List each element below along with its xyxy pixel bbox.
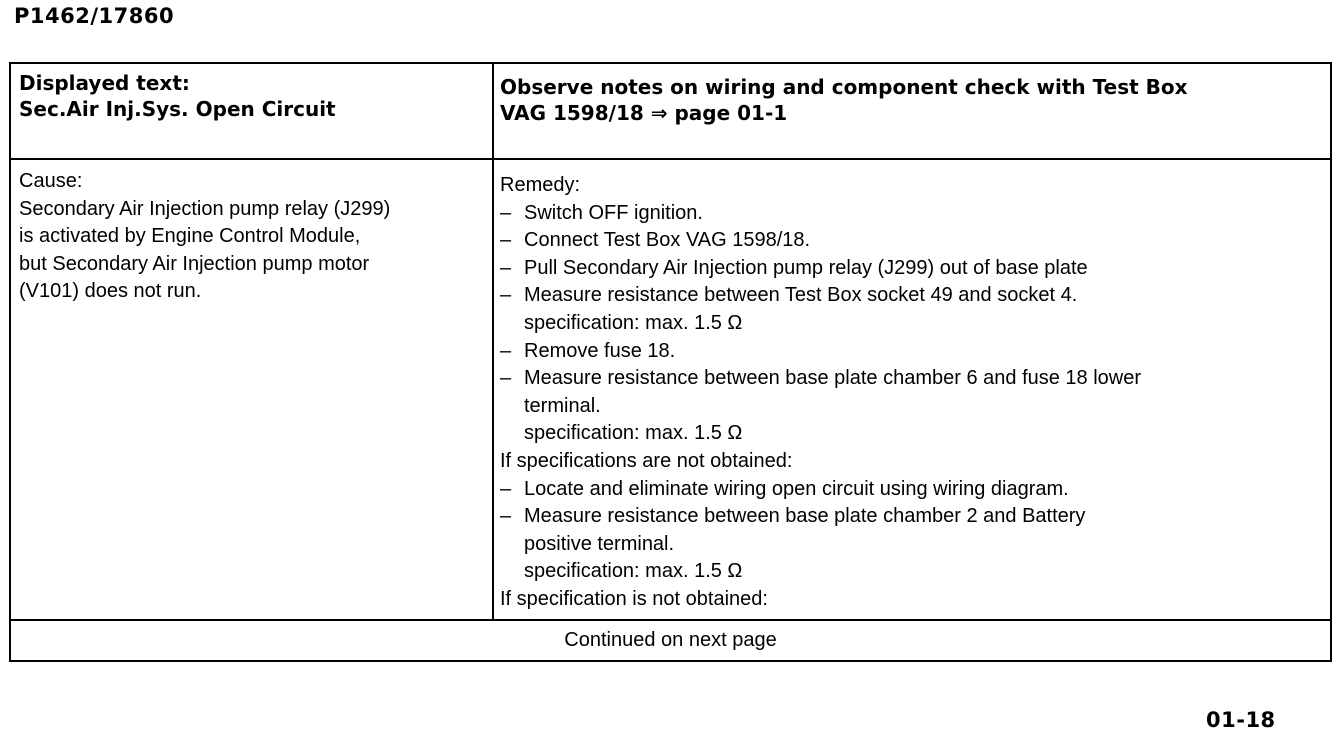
remedy-cell (500, 172, 1141, 614)
step-text: If specifications are not obtained: (500, 449, 793, 472)
remedy-step (500, 365, 1141, 393)
remedy-step (500, 227, 1141, 255)
cause-line: but Secondary Air Injection pump motor (19, 252, 370, 275)
fault-code-title: P1462/17860 (14, 4, 175, 28)
remedy-step (500, 255, 1141, 283)
step-dash: – (500, 477, 512, 500)
cause-cell (19, 168, 390, 306)
step-dash: – (500, 201, 512, 224)
step-text: Remove fuse 18. (524, 339, 676, 362)
step-text: Measure resistance between Test Box socket 49 and socket 4. (524, 284, 1078, 307)
displayed-text-header (19, 70, 336, 122)
step-dash: – (500, 367, 512, 390)
remedy-step (500, 503, 1141, 531)
step-text: Connect Test Box VAG 1598/18. (524, 229, 811, 252)
step-text: Measure resistance between base plate chamber 2 and Battery (524, 505, 1086, 528)
displayed-text-label: Displayed text: (19, 71, 190, 95)
step-text: specification: max. 1.5 Ω (524, 422, 743, 445)
remedy-title: Remedy: (500, 174, 581, 196)
remedy-step-continuation (500, 531, 1141, 559)
remedy-step (500, 200, 1141, 228)
step-dash: – (500, 229, 512, 252)
step-text: specification: max. 1.5 Ω (524, 560, 743, 583)
remedy-step-continuation (500, 558, 1141, 586)
page-number: 01-18 (1206, 708, 1276, 732)
remedy-step-continuation (500, 393, 1141, 421)
step-dash: – (500, 256, 512, 279)
remedy-step (500, 282, 1141, 310)
remedy-step-continuation (500, 310, 1141, 338)
observe-notes-line2: VAG 1598/18 ⇒ page 01-1 (500, 101, 788, 125)
step-text: specification: max. 1.5 Ω (524, 311, 743, 334)
step-text: Pull Secondary Air Injection pump relay (J299) out of base plate (524, 256, 1088, 279)
diagnostic-table (9, 62, 1332, 662)
remedy-step (500, 338, 1141, 366)
step-dash: – (500, 505, 512, 528)
cause-title: Cause: (19, 170, 83, 192)
cause-line: is activated by Engine Control Module, (19, 225, 361, 248)
step-text: Switch OFF ignition. (524, 201, 703, 224)
remedy-condition (500, 586, 1141, 614)
step-dash: – (500, 339, 512, 362)
column-divider (492, 64, 494, 619)
step-text: terminal. (524, 394, 601, 417)
observe-notes-line1: Observe notes on wiring and component check with Test Box (500, 75, 1188, 99)
step-text: Measure resistance between base plate chamber 6 and fuse 18 lower (524, 367, 1142, 390)
step-text: positive terminal. (524, 532, 675, 555)
observe-notes-header (500, 74, 1188, 126)
cause-line: Secondary Air Injection pump relay (J299) (19, 197, 391, 220)
step-dash: – (500, 284, 512, 307)
cause-line: (V101) does not run. (19, 280, 202, 303)
remedy-step-continuation (500, 420, 1141, 448)
displayed-text-value: Sec.Air Inj.Sys. Open Circuit (19, 97, 336, 121)
remedy-condition (500, 448, 1141, 476)
header-row-divider (11, 158, 1330, 160)
continued-note: Continued on next page (564, 629, 777, 651)
step-text: If specification is not obtained: (500, 587, 768, 610)
remedy-step (500, 476, 1141, 504)
step-text: Locate and eliminate wiring open circuit using wiring diagram. (524, 477, 1069, 500)
